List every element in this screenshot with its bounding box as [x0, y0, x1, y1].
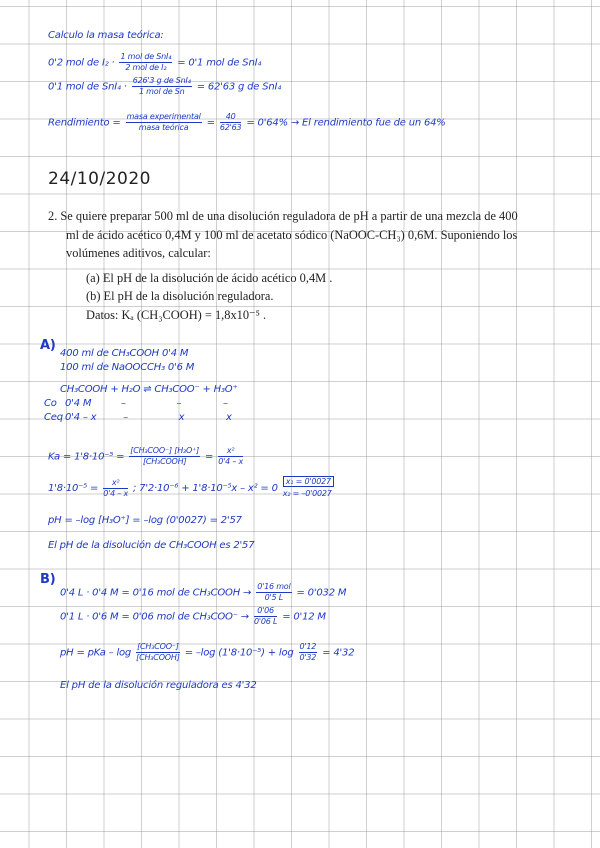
fraction-denominator: 0'32	[299, 653, 317, 662]
line1-fraction	[256, 582, 291, 603]
calc-step-2	[48, 76, 281, 97]
yield-right: = 0'64% → El rendimiento fue de un 64%	[246, 117, 446, 129]
row-ceq-values: 0'4 – x – x x	[64, 412, 232, 423]
ka-mid: =	[205, 451, 214, 463]
yield-fraction-2	[220, 112, 242, 133]
yield-mid: =	[206, 117, 215, 129]
calc-step-1-fraction	[119, 52, 172, 73]
line1-left: 0'4 L · 0'4 M = 0'16 mol de CH₃COOH →	[60, 587, 252, 599]
root-x1-box: x₁ = 0'0027	[283, 476, 334, 487]
part-a-row-co	[44, 398, 228, 409]
line2-fraction	[254, 606, 277, 627]
eq-left: 1'8·10⁻⁵ =	[48, 483, 99, 494]
fraction-denominator: 62'63	[219, 123, 242, 132]
fraction-denominator: 0'06 L	[253, 617, 278, 626]
yield-calculation	[48, 112, 446, 133]
calc-step-2-left: 0'1 mol de SnI₄ ·	[48, 81, 127, 93]
part-b-line-2	[60, 606, 326, 627]
problem-datos: Datos: Kₐ (CH₃COOH) = 1,8x10⁻⁵ .	[86, 308, 267, 322]
fraction-denominator: 2 mol de I₂	[125, 63, 167, 72]
ka-left: Ka = 1'8·10⁻⁵ =	[48, 451, 125, 463]
fraction-numerator: x²	[103, 478, 128, 489]
problem-line-2: ml de ácido acético 0,4M y 100 ml de acetato sódico (NaOOC-CH₃) 0,6M. Suponiendo los	[66, 228, 518, 242]
fraction-numerator: masa experimental	[126, 112, 201, 121]
part-a-row-ceq	[44, 412, 232, 423]
part-a-ph: pH = –log [H₃O⁺] = –log (0'0027) = 2'57	[48, 515, 242, 526]
part-b-ph	[60, 642, 354, 663]
yield-fraction	[126, 112, 202, 133]
ph-fraction-2	[299, 642, 318, 663]
ka-fraction	[129, 446, 200, 467]
heading-calc-theoretical-mass: Calculo la masa teórica:	[48, 30, 164, 41]
fraction-denominator: 0'4 – x	[103, 488, 129, 498]
calc-step-2-fraction	[132, 76, 192, 97]
fraction-numerator: 40	[220, 112, 242, 123]
ph-fraction	[136, 642, 180, 663]
calc-step-1-right: = 0'1 mol de SnI₄	[177, 57, 262, 69]
part-b-line-1	[60, 582, 346, 603]
fraction-denominator: [CH₃COOH]	[142, 457, 187, 466]
part-a-conclusion: El pH de la disolución de CH₃COOH es 2'57	[48, 540, 255, 551]
fraction-numerator: 1 mol de SnI₄	[120, 52, 172, 61]
part-a-reaction: CH₃COOH + H₂O ⇌ CH₃COO⁻ + H₃O⁺	[60, 384, 238, 395]
fraction-numerator: 626'3 g de SnI₄	[132, 76, 191, 85]
problem-line-3: volúmenes aditivos, calcular:	[66, 246, 211, 260]
fraction-numerator: 0'06	[254, 606, 277, 617]
part-b-conclusion: El pH de la disolución reguladora es 4'32	[60, 680, 257, 691]
ph-right: = 4'32	[322, 647, 355, 659]
eq-fraction	[103, 478, 128, 499]
root-x1	[283, 476, 334, 488]
part-b-label: B)	[40, 572, 56, 587]
root-x2: x₂ = –0'0027	[282, 489, 332, 498]
part-a-equation	[48, 476, 334, 500]
line2-right: = 0'12 M	[282, 611, 326, 623]
fraction-numerator: x²	[218, 446, 243, 457]
part-a-ka-expression	[48, 446, 245, 467]
date-label: 24/10/2020	[48, 169, 151, 189]
ph-left: pH = pKa – log	[60, 647, 132, 659]
fraction-denominator: 0'5 L	[264, 593, 284, 602]
row-co-label: Co	[44, 398, 57, 409]
part-a-given-1: 400 ml de CH₃COOH 0'4 M	[60, 348, 189, 359]
roots-system	[283, 476, 334, 500]
part-a-given-2: 100 ml de NaOOCCH₃ 0'6 M	[60, 362, 195, 373]
yield-left: Rendimiento =	[48, 117, 121, 129]
fraction-numerator: [CH₃COO⁻] [H₃O⁺]	[130, 446, 200, 455]
part-a-label: A)	[40, 338, 56, 353]
line2-left: 0'1 L · 0'6 M = 0'06 mol de CH₃COO⁻ →	[60, 611, 249, 623]
calc-step-1-left: 0'2 mol de I₂ ·	[48, 57, 115, 69]
row-ceq-label: Ceq	[44, 412, 63, 423]
fraction-numerator: 0'16 mol	[257, 582, 291, 591]
ph-mid: = –log (1'8·10⁻⁵) + log	[184, 647, 294, 659]
fraction-numerator: [CH₃COO⁻]	[137, 642, 179, 651]
calc-step-1	[48, 52, 261, 73]
line1-right: = 0'032 M	[296, 587, 347, 599]
ka-fraction-2	[218, 446, 243, 467]
problem-item-b: (b) El pH de la disolución reguladora.	[86, 289, 274, 303]
eq-right: ; 7'2·10⁻⁶ + 1'8·10⁻⁵x – x² = 0	[133, 483, 278, 494]
problem-item-a: (a) El pH de la disolución de ácido acético 0,4M .	[86, 271, 333, 285]
fraction-denominator: 0'4 – x	[218, 457, 244, 466]
fraction-numerator: 0'12	[299, 642, 317, 651]
fraction-denominator: [CH₃COOH]	[136, 653, 180, 662]
calc-step-2-right: = 62'63 g de SnI₄	[196, 81, 282, 93]
fraction-denominator: masa teórica	[138, 123, 189, 132]
problem-line-1: 2. Se quiere preparar 500 ml de una disolución reguladora de pH a partir de una mezcla de 400	[48, 209, 518, 223]
row-co-values: 0'4 M – – –	[64, 398, 228, 409]
fraction-denominator: 1 mol de Sn	[138, 87, 185, 96]
